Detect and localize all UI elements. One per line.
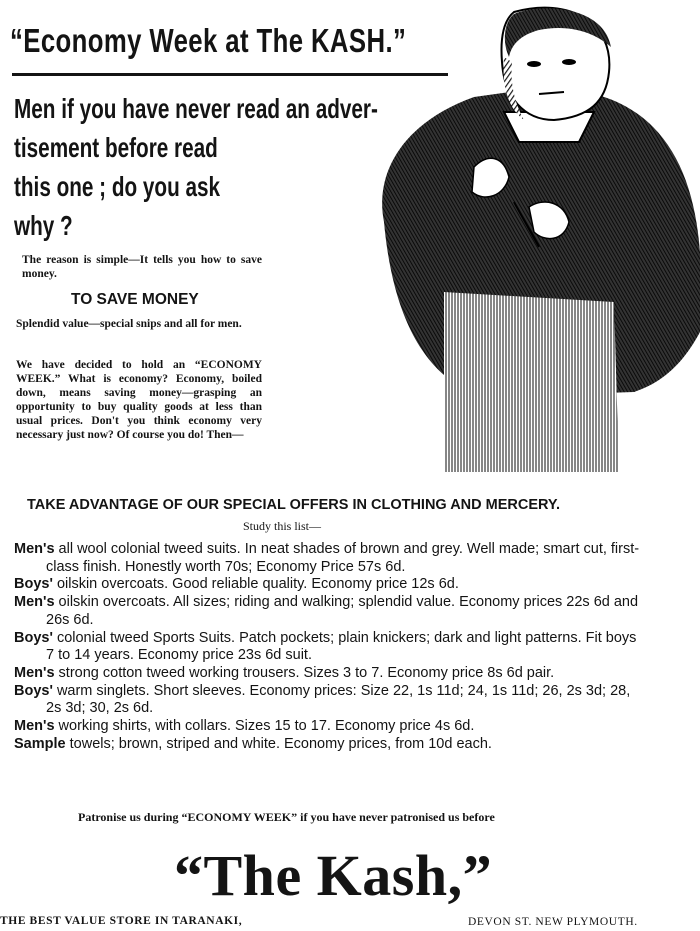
headline-line-1: Men if you have never read an adver-	[14, 93, 378, 124]
headline-line-2: tisement before read	[14, 132, 218, 163]
item-text: towels; brown, striped and white. Economy prices, from 10d each.	[69, 735, 492, 752]
item-lead: Sample	[14, 735, 66, 752]
item-lead: Men's	[14, 718, 55, 735]
item-text: oilskin overcoats. Good reliable quality. Economy price 12s 6d.	[56, 576, 459, 593]
save-money-heading: TO SAVE MONEY	[71, 291, 199, 308]
item-lead: Men's	[14, 664, 55, 681]
item-text: warm singlets. Short sleeves. Economy prices: Size 22, 1s 11d; 24, 1s 11d; 26, 2s 3d; 28, 2s 3d; 30, 2s 6d.	[46, 682, 631, 717]
reason-text: The reason is simple—It tells you how to save money.	[22, 254, 262, 280]
item-text: working shirts, with collars. Sizes 15 to 17. Economy price 4s 6d.	[58, 718, 475, 735]
study-list-label: Study this list—	[243, 519, 322, 533]
store-brand-name: “The Kash,”	[174, 843, 493, 908]
economy-explanation: We have decided to hold an “ECONOMY WEEK.” What is economy? Economy, boiled down, means saving money—grasping an opportunity to buy quality goods at less than usual prices. Don't you think economy very necessary just now? Of course you do! Then—	[16, 359, 262, 441]
item-text: all wool colonial tweed suits. In neat shades of brown and grey. Well made; smart cut, first-class finish. Honestly worth 70s; Economy Price 57s 6d.	[46, 541, 640, 575]
offers-list	[14, 541, 644, 753]
footer-slogan: THE BEST VALUE STORE IN TARANAKI,	[0, 915, 243, 927]
list-item	[14, 630, 644, 665]
list-item	[14, 683, 644, 718]
patronise-line: Patronise us during “ECONOMY WEEK” if you have never patronised us before	[78, 810, 495, 824]
item-lead: Boys'	[14, 682, 53, 699]
list-item	[14, 718, 644, 736]
footer-address: DEVON ST. NEW PLYMOUTH.	[468, 916, 638, 928]
list-item	[14, 541, 644, 576]
item-lead: Men's	[14, 594, 55, 611]
headline-line-3: this one ; do you ask	[14, 171, 221, 202]
item-text: colonial tweed Sports Suits. Patch pockets; plain knickers; dark and light patterns. Fit boys 7 to 14 years. Economy price 23s 6d suit.	[46, 629, 637, 664]
list-item	[14, 665, 644, 683]
list-item	[14, 576, 644, 594]
take-advantage-heading: TAKE ADVANTAGE OF OUR SPECIAL OFFERS IN CLOTHING AND MERCERY.	[27, 497, 561, 513]
item-lead: Men's	[14, 541, 55, 557]
item-text: strong cotton tweed working trousers. Sizes 3 to 7. Economy price 8s 6d pair.	[58, 664, 555, 681]
splendid-text: Splendid value—special snips and all for men.	[16, 318, 242, 330]
headline-line-4: why ?	[14, 210, 73, 241]
item-text: oilskin overcoats. All sizes; riding and walking; splendid value. Economy prices 22s 6d and 26s 6d.	[46, 594, 639, 628]
list-item	[14, 594, 644, 629]
man-illustration	[364, 2, 700, 482]
list-item	[14, 736, 644, 754]
ad-title: “Economy Week at The KASH.”	[10, 22, 407, 59]
item-lead: Boys'	[14, 576, 53, 593]
item-lead: Boys'	[14, 629, 53, 646]
